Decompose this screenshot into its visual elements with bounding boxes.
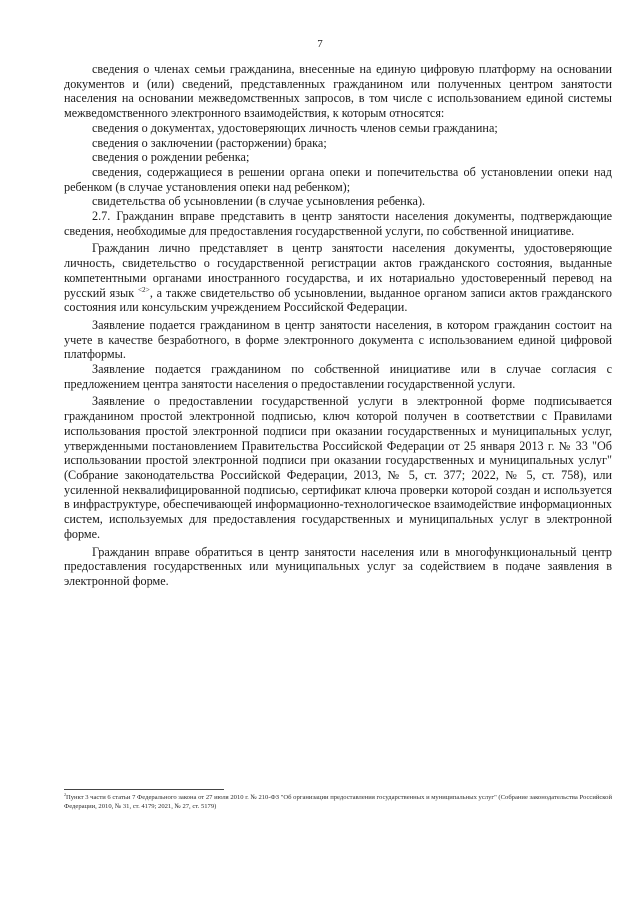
paragraph: сведения о документах, удостоверяющих личность членов семьи гражданина; <box>92 120 498 135</box>
paragraph: свидетельства об усыновлении (в случае усыновления ребенка). <box>92 194 426 209</box>
footnote-mark: 2 <box>64 791 66 797</box>
paragraph: Гражданин вправе обратиться в центр занятости населения или в многофункциональный центр предоставления государственных или муниципальных услуг за содействием в подаче заявления в электронной форме. <box>64 544 612 588</box>
paragraph: сведения о заключении (расторжении) брака; <box>92 135 327 150</box>
footnote-divider <box>64 789 224 790</box>
document-body <box>64 62 612 589</box>
footnote-text: Пункт 3 части 6 статьи 7 Федерального закона от 27 июля 2010 г. № 210-ФЗ "Об организации предоставления государственных и муниципальных услуг" (Собрание законодательства Российской Федерации, 2010, № 31, ст. 4179; 2021, № 27, ст. 5179) <box>64 794 612 810</box>
section-2-7: 2.7. Гражданин вправе представить в центр занятости населения документы, подтверждающие сведения, необходимые для предоставления государственной услуги, по собственной инициативе. <box>64 209 612 238</box>
paragraph: сведения, содержащиеся в решении органа опеки и попечительства об установлении опеки над ребенком (в случае установления опеки над ребенком); <box>64 164 612 194</box>
paragraph: Заявление подается гражданином по собственной инициативе или в случае согласия с предложением центра занятости населения о предоставлении государственной услуги. <box>64 362 612 391</box>
paragraph: Заявление подается гражданином в центр занятости населения, в котором гражданин состоит на учете в качестве безработного, в форме электронного документа с использованием единой цифровой платформы. <box>64 317 612 362</box>
page-number: 7 <box>317 38 323 50</box>
paragraph: сведения о рождении ребенка; <box>92 150 250 165</box>
footnote-reference: <2> <box>137 284 150 294</box>
paragraph-with-footnote <box>64 241 612 315</box>
paragraph-text: Гражданин лично представляет в центр занятости населения документы, удостоверяющие личность, свидетельство о государственной регистрации актов гражданского состояния, выданные компетентными органами иностранного государства, и их нотариально удостоверенный перевод на русский язык <box>64 241 612 300</box>
paragraph: Заявление о предоставлении государственной услуги в электронной форме подписывается гражданином простой электронной подписью, ключ которой получен в соответствии с Правилами использования простой электронной подписи при оказании государственных и муниципальных услуг, утвержденными постановлением Правительства Российской Федерации от 25 января 2013 г. № 33 "Об использовании простой электронной подписи при оказании государственных и муниципальных услуг" (Собрание законодательства Российской Федерации, 2013, № 5, ст. 377; 2022, № 5, ст. 758), или усиленной неквалифицированной подписью, сертификат ключа проверки которой создан и используется в инфраструктуре, обеспечивающей информационно-технологическое взаимодействие информационных систем, используемых для предоставления государственных и муниципальных услуг в электронной форме. <box>64 394 612 541</box>
paragraph-tail: , а также свидетельство об усыновлении, выданное органом записи актов гражданского состояния или консульским учреждением Российской Федерации. <box>64 285 613 315</box>
paragraph: сведения о членах семьи гражданина, внесенные на единую цифровую платформу на основании документов и (или) сведений, представленных гражданином или полученных центром занятости населения на основании межведомственных запросов, в том числе с использованием единой системы межведомственного электронного взаимодействия, к которым относятся: <box>64 62 612 121</box>
footnote <box>64 791 612 811</box>
